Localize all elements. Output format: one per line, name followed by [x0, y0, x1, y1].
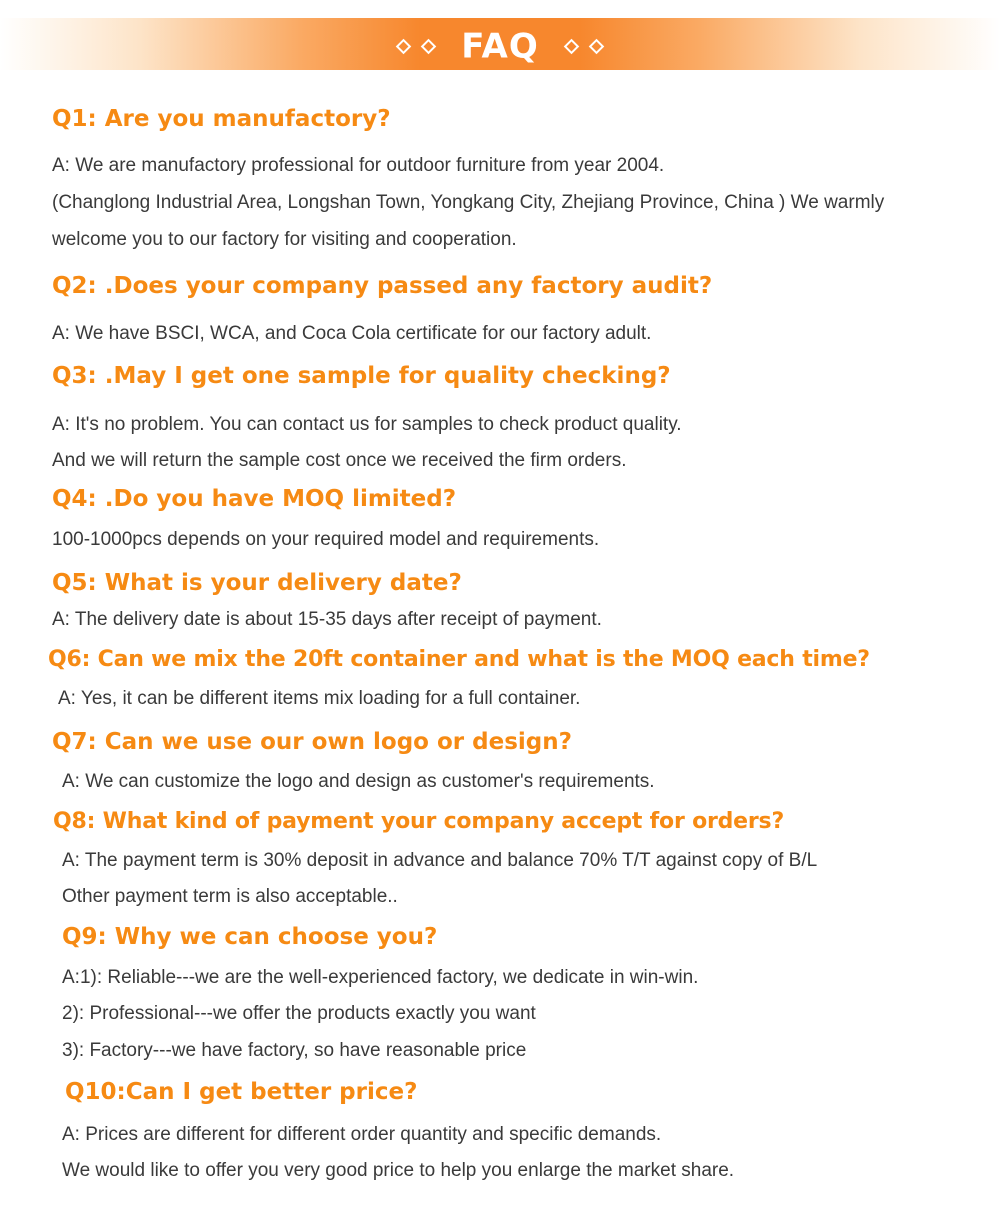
page-title: FAQ	[461, 26, 539, 67]
faq-question: Q10:Can I get better price?	[65, 1079, 418, 1105]
faq-answer-line: A: The payment term is 30% deposit in advance and balance 70% T/T against copy of B/L	[62, 850, 818, 871]
diamond-right-icon	[559, 22, 609, 72]
faq-question: Q5: What is your delivery date?	[52, 570, 462, 596]
faq-answer-line: A: Prices are different for different order quantity and specific demands.	[62, 1124, 662, 1145]
faq-question: Q6: Can we mix the 20ft container and what is the MOQ each time?	[48, 647, 870, 672]
faq-answer-line: Other payment term is also acceptable..	[62, 886, 398, 907]
faq-answer-line: A:1): Reliable---we are the well-experienced factory, we dedicate in win-win.	[62, 967, 699, 988]
faq-question: Q3: .May I get one sample for quality checking?	[52, 363, 671, 389]
faq-answer-line: A: The delivery date is about 15-35 days after receipt of payment.	[52, 609, 602, 630]
faq-question: Q9: Why we can choose you?	[62, 924, 438, 950]
faq-answer-line: 3): Factory---we have factory, so have reasonable price	[62, 1040, 527, 1061]
faq-question: Q1: Are you manufactory?	[52, 106, 391, 132]
faq-question: Q8: What kind of payment your company accept for orders?	[53, 809, 785, 834]
diamond-left-icon	[391, 22, 441, 72]
faq-answer-line: And we will return the sample cost once we received the firm orders.	[52, 450, 627, 471]
faq-question: Q4: .Do you have MOQ limited?	[52, 486, 457, 512]
faq-answer-line: 100-1000pcs depends on your required model and requirements.	[52, 529, 600, 550]
faq-answer-line: 2): Professional---we offer the products exactly you want	[62, 1003, 536, 1024]
faq-question: Q7: Can we use our own logo or design?	[52, 729, 572, 755]
faq-answer-line: A: We are manufactory professional for outdoor furniture from year 2004.	[52, 155, 665, 176]
faq-answer-line: A: Yes, it can be different items mix loading for a full container.	[58, 688, 581, 709]
faq-answer-line: We would like to offer you very good price to help you enlarge the market share.	[62, 1160, 735, 1181]
faq-answer-line: (Changlong Industrial Area, Longshan Town, Yongkang City, Zhejiang Province, China ) We warmly	[52, 192, 885, 213]
faq-question: Q2: .Does your company passed any factory audit?	[52, 273, 713, 299]
faq-answer-line: welcome you to our factory for visiting and cooperation.	[52, 229, 517, 250]
faq-header	[0, 20, 1000, 70]
faq-answer-line: A: It's no problem. You can contact us for samples to check product quality.	[52, 414, 682, 435]
faq-answer-line: A: We can customize the logo and design as customer's requirements.	[62, 771, 655, 792]
faq-answer-line: A: We have BSCI, WCA, and Coca Cola certificate for our factory adult.	[52, 323, 652, 344]
